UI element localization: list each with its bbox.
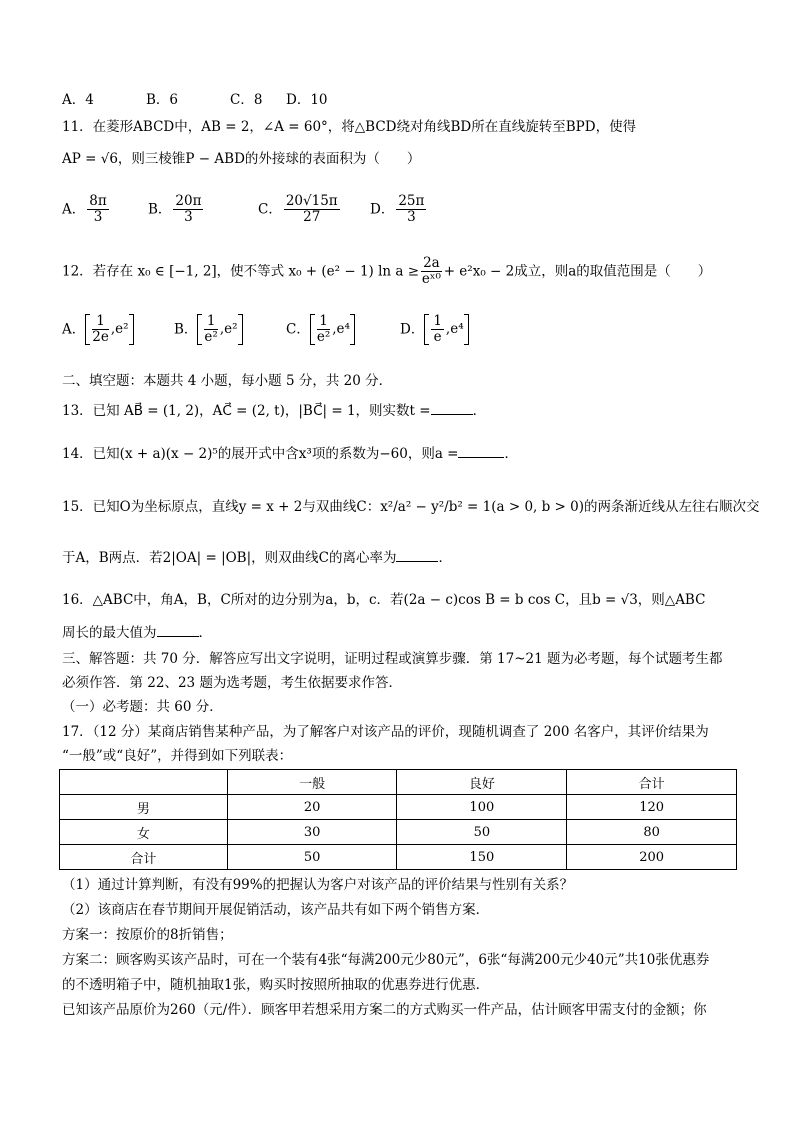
q12-choice-c-label: C． (286, 321, 310, 338)
q11-choice-b-den: 3 (184, 209, 193, 225)
q11-choice-d-num: 25π (398, 193, 425, 209)
table-cell: 50 (397, 820, 567, 845)
q11-stem-line1: 11．在菱形ABCD中，AB = 2，∠A = 60°，将△BCD绕对角线BD所在直线旋转至BPD，使得 (62, 119, 637, 135)
q12-frac-num: 2a (423, 255, 440, 271)
q12-choice-a: A． $\frac{1}{2e}$ ,e² (62, 314, 134, 345)
q12-choice-a-label: A． (62, 321, 86, 338)
q17-sub2: （2）该商店在春节期间开展促销活动，该产品共有如下两个销售方案． (62, 902, 490, 918)
table-header-cell: 良好 (397, 770, 567, 795)
q12-choice-b-upper: e² (224, 321, 238, 337)
q11-choice-a-num: 8π (89, 193, 107, 209)
q11-choices (62, 194, 736, 234)
q17-sub1: （1）通过计算判断，有没有99%的把握认为客户对该产品的评价结果与性别有关系？ (62, 877, 574, 893)
table-cell: 100 (397, 795, 567, 820)
q17-plan1: 方案一：按原价的8折销售； (62, 927, 233, 943)
q12-choices (62, 314, 736, 356)
table-cell: 50 (227, 845, 397, 870)
section3-line1: 三、解答题：共 70 分．解答应写出文字说明，证明过程或演算步骤．第 17~21 题为必考题，每个试题考生都 (62, 651, 723, 667)
q11-choice-c-label: C． (258, 201, 282, 218)
q12-choice-a-den: 2e (92, 329, 109, 345)
q11-choice-a (62, 194, 111, 225)
q12-choice-c: C． $\frac{1}{\text{e²}}$ ,e⁴ (286, 314, 355, 345)
section3-line2: 必须作答．第 22、23 题为选考题，考生依据要求作答． (62, 675, 402, 691)
q10-choice-b: B．6 (146, 92, 179, 108)
q15-line1: 15．已知O为坐标原点，直线y = x + 2与双曲线C：x²/a² − y²/b² = 1(a > 0, b > 0)的两条渐近线从左往右顺次交 (62, 499, 760, 515)
q12-frac-den: eˣ⁰ (421, 271, 441, 287)
q11-choice-c-num: 20√15π (285, 193, 338, 209)
q13-answer-blank (431, 402, 473, 415)
q12-choice-b-den: e² (204, 329, 218, 345)
q12-text-b: + e²x₀ − 2成立，则a的取值范围是（ ） (443, 263, 712, 280)
q15-line2: 于A，B两点．若2|OA| = |OB|，则双曲线C的离心率为 ． (62, 550, 452, 566)
q11-choice-b-num: 20π (175, 193, 202, 209)
table-row (60, 845, 737, 870)
q12-choice-d-upper: e⁴ (450, 321, 464, 337)
q14-text: 14．已知(x + a)(x − 2)⁵的展开式中含x³项的系数为−60，则a = (62, 446, 459, 462)
table-cell: 合计 (60, 845, 228, 870)
q12-choice-c-num: 1 (317, 314, 330, 330)
q11-choice-d-label: D． (370, 201, 395, 218)
q12-choice-a-upper: e² (115, 321, 129, 337)
q17-plan2-line2: 的不透明箱子中，随机抽取1张，购买时按照所抽取的优惠券进行优惠． (62, 977, 490, 993)
q11-choice-a-den: 3 (93, 209, 103, 225)
q11-choice-d-den: 3 (407, 209, 416, 225)
section2-heading: 二、填空题：本题共 4 小题，每小题 5 分，共 20 分． (62, 373, 393, 389)
q13-text: 13．已知 AB⃗ = (1, 2)，AC⃗ = (2, t)，|BC⃗| = 1，则实数t = (62, 403, 431, 419)
q10-choices (62, 91, 736, 109)
q12-choice-c-upper: e⁴ (336, 321, 350, 337)
q11-choice-a-label: A． (62, 201, 86, 218)
q11-choice-c-den: 27 (303, 209, 321, 225)
table-cell: 120 (567, 795, 737, 820)
q15-answer-blank (396, 549, 438, 562)
q12-choice-d-label: D． (400, 321, 425, 338)
q11-choice-b (148, 194, 205, 225)
q17-line1: 17．（12 分）某商店销售某种产品，为了解客户对该产品的评价，现随机调查了 200 名客户，其评价结果为 (62, 724, 709, 740)
table-cell: 150 (397, 845, 567, 870)
q11-choice-b-label: B． (148, 201, 172, 218)
q12-choice-b-num: 1 (204, 314, 217, 330)
table-row (60, 820, 737, 845)
q14-answer-blank (458, 445, 504, 458)
q17-plan2-line1: 方案二：顾客购买该产品时，可在一个装有4张“每满200元少80元”，6张“每满200元少40元”共10张优惠券 (62, 952, 710, 968)
q10-choice-c: C．8 (230, 92, 263, 108)
q12-choice-b-label: B． (174, 321, 198, 338)
table-header-cell: 合计 (567, 770, 737, 795)
q12-stem (62, 256, 736, 294)
q12-choice-d-num: 1 (433, 313, 442, 329)
q16-line2-text: 周长的最大值为 (62, 625, 157, 641)
q12-text-a: 12．若存在 x₀ ∈ [−1, 2]，使不等式 x₀ + (e² − 1) ln a ≥ (62, 263, 420, 280)
q12-choice-b: B． $\frac{1}{\text{e²}}$ ,e² (174, 314, 243, 345)
table-header-row (60, 770, 737, 795)
q17-last-line: 已知该产品原价为260（元/件）．顾客甲若想采用方案二的方式购买一件产品，估计顾客甲需支付的金额；你 (62, 1002, 707, 1018)
q14: 14．已知(x + a)(x − 2)⁵的展开式中含x³项的系数为−60，则a = ． (62, 446, 518, 462)
section3-line3: （一）必考题：共 60 分． (62, 699, 223, 715)
q10-choice-a: A．4 (62, 92, 94, 108)
table-cell: 女 (60, 820, 228, 845)
q11-choice-d (370, 194, 428, 225)
q16-answer-blank (157, 624, 199, 637)
q13: 13．已知 AB⃗ = (1, 2)，AC⃗ = (2, t)，|BC⃗| = 1，则实数t = ． (62, 403, 487, 419)
q12-choice-c-den: e² (316, 329, 331, 345)
q16-line2: 周长的最大值为 ． (62, 625, 212, 641)
table-cell: 30 (227, 820, 397, 845)
table-cell: 20 (227, 795, 397, 820)
q17-line2: “一般”或“良好”，并得到如下列联表： (62, 748, 293, 764)
q11-stem-line2: AP = √6，则三棱锥P − ABD的外接球的表面积为（ ） (62, 151, 421, 167)
q10-choice-d: D．10 (286, 92, 328, 108)
q12-choice-d-den: e (433, 329, 442, 345)
q11-choice-c (258, 194, 342, 225)
q12-choice-d: D． $\frac{1}{e}$ ,e⁴ (400, 314, 469, 345)
q12-choice-a-num: 1 (92, 314, 109, 330)
table-cell: 80 (567, 820, 737, 845)
table-cell: 男 (60, 795, 228, 820)
contingency-table (59, 769, 737, 870)
q16-line1: 16．△ABC中，角A，B，C所对的边分别为a，b，c．若(2a − c)cos B = b cos C，且b = √3，则△ABC (62, 592, 706, 608)
table-cell: 200 (567, 845, 737, 870)
table-header-cell: 一般 (227, 770, 397, 795)
table-header-cell (60, 770, 228, 795)
table-row (60, 795, 737, 820)
q15-line2-text: 于A，B两点．若2|OA| = |OB|，则双曲线C的离心率为 (62, 550, 397, 566)
